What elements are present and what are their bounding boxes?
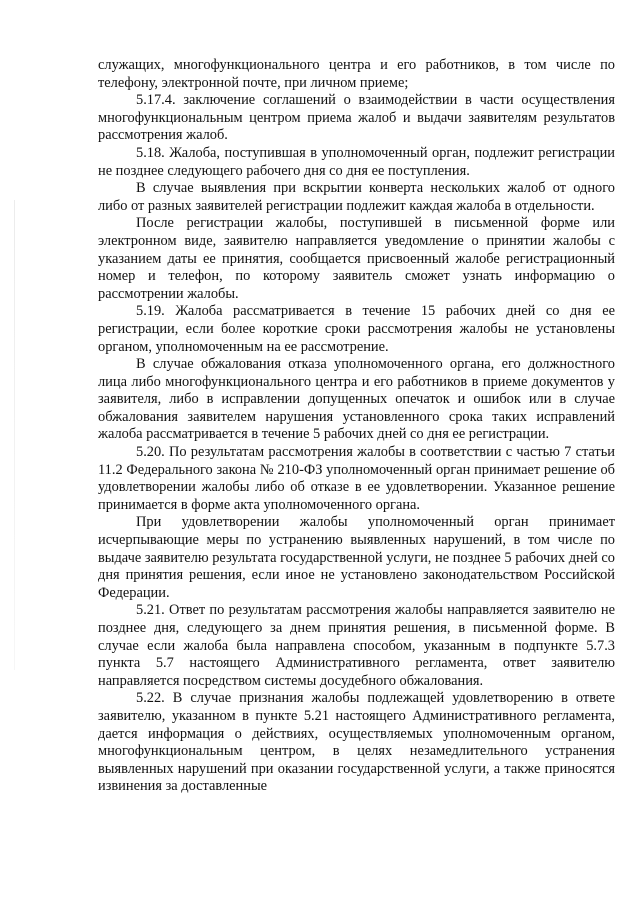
paragraph-contact-methods: служащих, многофункционального центра и его работников, в том числе по телефону, электронной почте, при личном приеме; (98, 57, 615, 91)
scan-edge-mark (14, 200, 15, 670)
paragraph-registration-notice: После регистрации жалобы, поступившей в письменной форме или электронном виде, заявителю направляется уведомление о принятии жалобы с указанием даты ее принятия, сообщается присвоенный жалобе регистрационный номер и телефон, по которому заявитель сможет узнать информацию о рассмотрении жалобы. (98, 215, 615, 302)
paragraph-5-20: 5.20. По результатам рассмотрения жалобы в соответствии с частью 7 статьи 11.2 Федерального закона № 210-ФЗ уполномоченный орган принимает решение об удовлетворении жалобы либо об отказе в ее удовлетворении. Указанное решение принимается в форме акта уполномоченного органа. (98, 444, 615, 513)
paragraph-satisfaction-measures: При удовлетворении жалобы уполномоченный орган принимает исчерпывающие меры по устранению выявленных нарушений, в том числе по выдаче заявителю результата государственной услуги, не позднее 5 рабочих дней со дня принятия решения, если иное не установлено законодательством Российской Федерации. (98, 514, 615, 601)
document-page (98, 57, 615, 796)
paragraph-multiple-complaints: В случае выявления при вскрытии конверта нескольких жалоб от одного либо от разных заявителей регистрации подлежит каждая жалоба в отдельности. (98, 180, 615, 214)
paragraph-5-18: 5.18. Жалоба, поступившая в уполномоченный орган, подлежит регистрации не позднее следующего рабочего дня со дня ее поступления. (98, 144, 615, 179)
paragraph-5-21: 5.21. Ответ по результатам рассмотрения жалобы направляется заявителю не позднее дня, следующего за днем принятия решения, в письменной форме. В случае если жалоба была направлена способом, указанным в подпункте 5.7.3 пункта 5.7 настоящего Административного регламента, ответ заявителю направляется посредством системы досудебного обжалования. (98, 602, 615, 689)
paragraph-5-22: 5.22. В случае признания жалобы подлежащей удовлетворению в ответе заявителю, указанном в пункте 5.21 настоящего Административного регламента, дается информация о действиях, осуществляемых уполномоченным органом, многофункциональным центром, в целях незамедлительного устранения выявленных нарушений при оказании государственной услуги, а также приносятся извинения за доставленные (98, 690, 615, 795)
paragraph-refusal-appeal: В случае обжалования отказа уполномоченного органа, его должностного лица либо многофункционального центра и его работников в приеме документов у заявителя, либо в исправлении допущенных опечаток и ошибок или в случае обжалования заявителем нарушения установленного срока таких исправлений жалоба рассматривается в течение 5 рабочих дней со дня ее регистрации. (98, 356, 615, 443)
paragraph-5-17-4: 5.17.4. заключение соглашений о взаимодействии в части осуществления многофункциональным центром приема жалоб и выдачи заявителям результатов рассмотрения жалоб. (98, 92, 615, 144)
paragraph-5-19: 5.19. Жалоба рассматривается в течение 15 рабочих дней со дня ее регистрации, если более короткие сроки рассмотрения жалобы не установлены органом, уполномоченным на ее рассмотрение. (98, 303, 615, 355)
